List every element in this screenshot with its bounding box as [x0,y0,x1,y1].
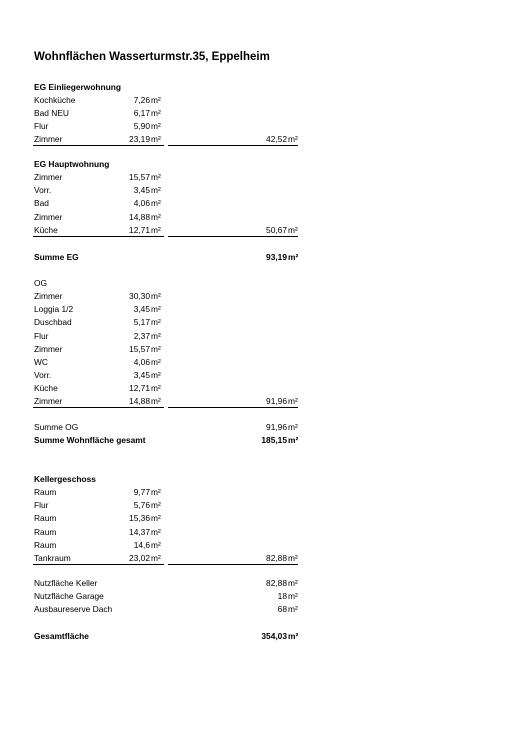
item-value: 3,45 [133,370,150,381]
item-label: Flur [34,121,49,131]
item-unit: m² [151,330,161,341]
underline [168,564,298,565]
section-heading [0,81,516,94]
item-unit: m² [151,356,161,367]
summary-label: Summe EG [34,252,79,262]
item-value: 3,45 [133,304,150,315]
item-unit: m² [151,383,161,394]
summary-value: 18 [277,591,287,602]
item-unit: m² [151,121,161,131]
list-item [0,512,516,525]
item-unit: m² [151,500,161,511]
summary-row [0,421,516,434]
section-heading-label: OG [34,278,48,288]
item-value: 15,57 [129,172,150,183]
item-unit: m² [151,198,161,209]
item-value: 15,36 [129,513,150,524]
summary-unit: m² [288,422,298,432]
item-value: 4,06 [133,356,150,367]
summary-row [0,590,516,603]
item-label: Zimmer [34,172,63,183]
summary-row [0,603,516,616]
section-total-unit: m² [288,552,298,563]
summary-label: Summe OG [34,422,79,432]
item-value: 5,17 [133,317,150,328]
item-label: Bad [34,198,49,209]
list-item [0,486,516,499]
item-value: 15,57 [129,343,150,354]
item-unit: m² [151,526,161,537]
section-heading [0,473,516,486]
summary-unit: m² [288,591,298,602]
underline [168,236,298,237]
summary-value: 91,96 [266,422,287,432]
item-label: Raum [34,513,57,524]
section-total-value: 82,88 [266,552,287,563]
summary-label: Ausbaureserve Dach [34,604,113,615]
list-item [0,356,516,369]
item-value: 14,6 [133,539,150,550]
item-value: 4,06 [133,198,150,209]
item-value: 23,19 [129,134,150,144]
item-unit: m² [151,291,161,302]
item-value: 2,37 [133,330,150,341]
item-label: Raum [34,539,57,550]
item-label: Raum [34,487,57,498]
item-value: 23,02 [129,552,150,563]
item-unit: m² [151,108,161,118]
item-value: 14,88 [129,211,150,222]
section-total-unit: m² [288,224,298,235]
item-value: 7,26 [133,95,150,105]
underline [33,145,164,146]
summary-unit: m² [288,435,299,445]
summary-value: 185,15 [261,435,287,445]
underline [33,236,164,237]
item-label: Vorr. [34,185,52,196]
summary-value: 93,19 [266,252,287,262]
item-label: Zimmer [34,396,63,407]
section-heading-label: EG Hauptwohnung [34,159,110,169]
item-label: Flur [34,500,49,511]
item-unit: m² [151,224,161,235]
section-heading-label: EG Einliegerwohnung [34,82,122,92]
underline [33,407,164,408]
summary-label: Nutzfläche Keller [34,578,98,588]
item-unit: m² [151,552,161,563]
item-label: Küche [34,224,58,235]
summary-label: Summe Wohnfläche gesamt [34,435,146,445]
summary-unit: m² [288,604,298,615]
item-label: Loggia 1/2 [34,304,74,315]
section-total-value: 91,96 [266,396,287,407]
item-value: 12,71 [129,383,150,394]
section-total-unit: m² [288,134,298,144]
item-label: Kochküche [34,95,76,105]
item-value: 14,88 [129,396,150,407]
item-value: 14,37 [129,526,150,537]
item-unit: m² [151,370,161,381]
summary-value: 82,88 [266,578,287,588]
item-value: 30,30 [129,291,150,302]
underline [168,145,298,146]
item-value: 12,71 [129,224,150,235]
item-unit: m² [151,304,161,315]
list-item [0,369,516,382]
summary-value: 68 [277,604,287,615]
item-label: WC [34,356,48,367]
item-unit: m² [151,134,161,144]
list-item [0,382,516,395]
item-unit: m² [151,211,161,222]
section-total-unit: m² [288,396,298,407]
list-item [0,197,516,210]
summary-value: 354,03 [261,631,287,641]
item-unit: m² [151,317,161,328]
list-item [0,224,516,237]
summary-row [0,577,516,590]
list-item [0,94,516,107]
item-label: Raum [34,526,57,537]
summary-unit: m² [288,631,299,641]
section-total-value: 50,67 [266,224,287,235]
section-heading [0,277,516,290]
item-label: Tankraum [34,552,71,563]
item-label: Zimmer [34,343,63,354]
list-item [0,395,516,408]
underline [168,407,298,408]
item-unit: m² [151,172,161,183]
section-heading-label: Kellergeschoss [34,474,96,484]
page-title: Wohnflächen Wasserturmstr.35, Eppelheim [34,51,270,63]
item-label: Zimmer [34,291,63,302]
underline [33,564,164,565]
item-value: 5,90 [133,121,150,131]
list-item [0,552,516,565]
summary-label: Nutzfläche Garage [34,591,104,602]
list-item [0,211,516,224]
item-unit: m² [151,95,161,105]
summary-unit: m² [288,578,298,588]
list-item [0,526,516,539]
list-item [0,539,516,552]
section-heading [0,158,516,171]
summary-row [0,251,516,264]
list-item [0,133,516,146]
item-label: Zimmer [34,211,63,222]
list-item [0,499,516,512]
summary-unit: m² [288,252,299,262]
list-item [0,290,516,303]
item-label: Duschbad [34,317,72,328]
item-label: Flur [34,330,49,341]
list-item [0,184,516,197]
list-item [0,171,516,184]
summary-row [0,630,516,643]
list-item [0,330,516,343]
list-item [0,316,516,329]
item-unit: m² [151,396,161,407]
item-label: Zimmer [34,134,63,144]
item-label: Vorr. [34,370,52,381]
item-value: 6,17 [133,108,150,118]
item-unit: m² [151,185,161,196]
item-label: Bad NEU [34,108,69,118]
item-value: 3,45 [133,185,150,196]
item-value: 9,77 [133,487,150,498]
item-unit: m² [151,513,161,524]
item-unit: m² [151,539,161,550]
item-label: Küche [34,383,58,394]
list-item [0,303,516,316]
section-total-value: 42,52 [266,134,287,144]
list-item [0,120,516,133]
list-item [0,343,516,356]
list-item [0,107,516,120]
item-value: 5,76 [133,500,150,511]
item-unit: m² [151,487,161,498]
item-unit: m² [151,343,161,354]
summary-row [0,434,516,447]
summary-label: Gesamtfläche [34,631,89,641]
